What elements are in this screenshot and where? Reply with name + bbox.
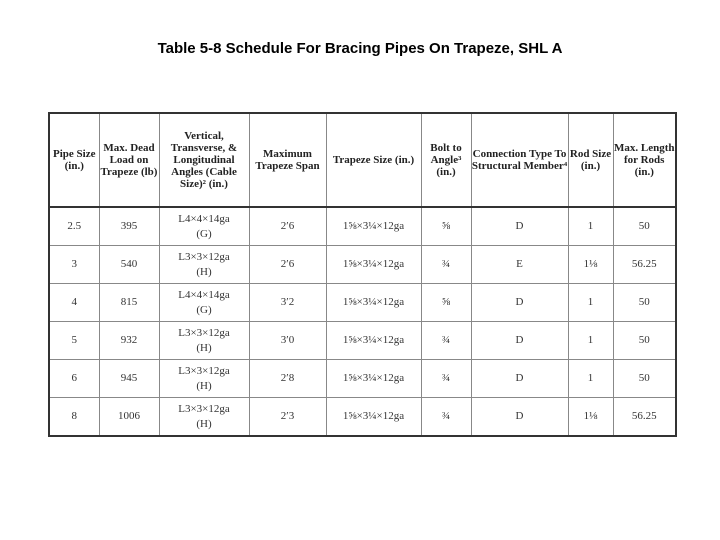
table-row — [49, 360, 676, 398]
cell-text: 1 — [587, 296, 594, 308]
cell-text: 945 — [120, 372, 138, 384]
cell-text: L4×4×14ga — [178, 212, 230, 225]
cell-text: 1⅝×3¼×12ga — [342, 220, 405, 232]
table-cell — [49, 207, 99, 246]
table-cell — [568, 284, 613, 322]
cell-text: 2.5 — [67, 220, 82, 232]
table-cell — [471, 284, 568, 322]
table-row — [49, 246, 676, 284]
cell-text: 1⅝×3¼×12ga — [342, 334, 405, 346]
cell-text: (H) — [196, 417, 212, 430]
table-cell — [159, 284, 249, 322]
table-cell — [99, 284, 159, 322]
cell-text: D — [515, 372, 524, 384]
cell-text: 3′0 — [280, 334, 295, 346]
table-cell — [49, 398, 99, 437]
cell-text: 1 — [587, 372, 594, 384]
cell-text: L3×3×12ga — [178, 364, 230, 377]
table-cell — [568, 322, 613, 360]
column-header: Connection Type To Structural Member⁴ — [471, 113, 568, 207]
column-header: Max. Length for Rods (in.) — [613, 113, 676, 207]
cell-text: 1⅝×3¼×12ga — [342, 258, 405, 270]
cell-text: 1⅝×3¼×12ga — [342, 372, 405, 384]
table-row — [49, 284, 676, 322]
cell-text: D — [515, 334, 524, 346]
table-cell — [421, 207, 471, 246]
cell-text: 2′8 — [280, 372, 295, 384]
cell-text: ¾ — [441, 410, 451, 422]
table-cell — [568, 207, 613, 246]
cell-text: L3×3×12ga — [178, 250, 230, 263]
table-row — [49, 398, 676, 437]
table-cell — [421, 246, 471, 284]
table-cell — [249, 246, 326, 284]
table-row — [49, 322, 676, 360]
cell-text: ⅝ — [441, 220, 451, 232]
table-cell — [49, 360, 99, 398]
table-cell — [568, 246, 613, 284]
table-cell — [471, 246, 568, 284]
table-cell — [249, 207, 326, 246]
cell-text: 50 — [638, 296, 650, 308]
cell-text: L3×3×12ga — [178, 326, 230, 339]
page-title: Table 5-8 Schedule For Bracing Pipes On Trapeze, SHL A — [157, 40, 563, 57]
table-cell — [99, 398, 159, 437]
table-cell — [326, 207, 421, 246]
cell-text: 50 — [638, 334, 650, 346]
table-cell — [613, 207, 676, 246]
table-cell — [326, 398, 421, 437]
cell-text: 3′2 — [280, 296, 295, 308]
cell-text: 2′6 — [280, 258, 295, 270]
table-cell — [613, 284, 676, 322]
table-cell — [613, 246, 676, 284]
table-cell — [326, 322, 421, 360]
cell-text: 8 — [71, 410, 77, 422]
table-cell — [568, 360, 613, 398]
cell-text: 56.25 — [631, 410, 657, 422]
cell-text: (G) — [196, 303, 212, 316]
table-cell — [421, 398, 471, 437]
table-cell — [421, 360, 471, 398]
column-header: Pipe Size (in.) — [49, 113, 99, 207]
table-cell — [159, 322, 249, 360]
table-cell — [326, 360, 421, 398]
cell-text: (H) — [196, 265, 212, 278]
cell-text: 815 — [120, 296, 138, 308]
table-cell — [613, 360, 676, 398]
cell-text: D — [515, 220, 524, 232]
cell-text: D — [515, 296, 524, 308]
cell-text: (G) — [196, 227, 212, 240]
cell-text: 2′3 — [280, 410, 295, 422]
cell-text: ⅝ — [441, 296, 451, 308]
table-cell — [249, 284, 326, 322]
cell-text: 932 — [120, 334, 138, 346]
column-header: Rod Size (in.) — [568, 113, 613, 207]
table-cell — [471, 322, 568, 360]
table-cell — [49, 246, 99, 284]
column-header: Vertical, Transverse, & Longitudinal Angles (Cable Size)² (in.) — [159, 113, 249, 207]
cell-text: 1006 — [118, 410, 140, 422]
table-cell — [326, 284, 421, 322]
cell-text: 1 — [587, 220, 594, 232]
cell-text: 540 — [120, 258, 138, 270]
cell-text: 3 — [71, 258, 77, 270]
table-cell — [568, 398, 613, 437]
table-cell — [249, 398, 326, 437]
header-row — [49, 113, 676, 207]
table-cell — [159, 360, 249, 398]
cell-text: D — [515, 410, 524, 422]
cell-text: (H) — [196, 379, 212, 392]
cell-text: 1 — [587, 334, 594, 346]
column-header: Bolt to Angle³ (in.) — [421, 113, 471, 207]
table-cell — [49, 322, 99, 360]
column-header: Max. Dead Load on Trapeze (lb) — [99, 113, 159, 207]
cell-text: 56.25 — [631, 258, 657, 270]
cell-text: 1⅛ — [583, 410, 598, 422]
cell-text: 50 — [638, 372, 650, 384]
table-cell — [99, 322, 159, 360]
cell-text: 1⅝×3¼×12ga — [342, 296, 405, 308]
cell-text: 2′6 — [280, 220, 295, 232]
table-cell — [99, 360, 159, 398]
table-cell — [471, 207, 568, 246]
table-cell — [421, 284, 471, 322]
cell-text: L3×3×12ga — [178, 402, 230, 415]
table-cell — [326, 246, 421, 284]
cell-text: ¾ — [441, 258, 451, 270]
cell-text: 1⅛ — [583, 258, 598, 270]
cell-text: ¾ — [441, 334, 451, 346]
cell-text: 395 — [120, 220, 138, 232]
table-cell — [249, 360, 326, 398]
cell-text: 5 — [71, 334, 77, 346]
table-cell — [471, 360, 568, 398]
cell-text: 50 — [638, 220, 650, 232]
table-cell — [249, 322, 326, 360]
table-cell — [471, 398, 568, 437]
table-cell — [49, 284, 99, 322]
table-cell — [99, 246, 159, 284]
cell-text: L4×4×14ga — [178, 288, 230, 301]
table-cell — [613, 398, 676, 437]
cell-text: 6 — [71, 372, 77, 384]
table-cell — [159, 207, 249, 246]
table-cell — [159, 398, 249, 437]
cell-text: (H) — [196, 341, 212, 354]
cell-text: 1⅝×3¼×12ga — [342, 410, 405, 422]
table-row — [49, 207, 676, 246]
bracing-schedule-table — [48, 112, 677, 437]
table-cell — [99, 207, 159, 246]
table-cell — [421, 322, 471, 360]
column-header: Trapeze Size (in.) — [326, 113, 421, 207]
cell-text: ¾ — [441, 372, 451, 384]
table-cell — [613, 322, 676, 360]
column-header: Maximum Trapeze Span — [249, 113, 326, 207]
cell-text: E — [516, 258, 523, 270]
cell-text: 4 — [71, 296, 77, 308]
table-cell — [159, 246, 249, 284]
